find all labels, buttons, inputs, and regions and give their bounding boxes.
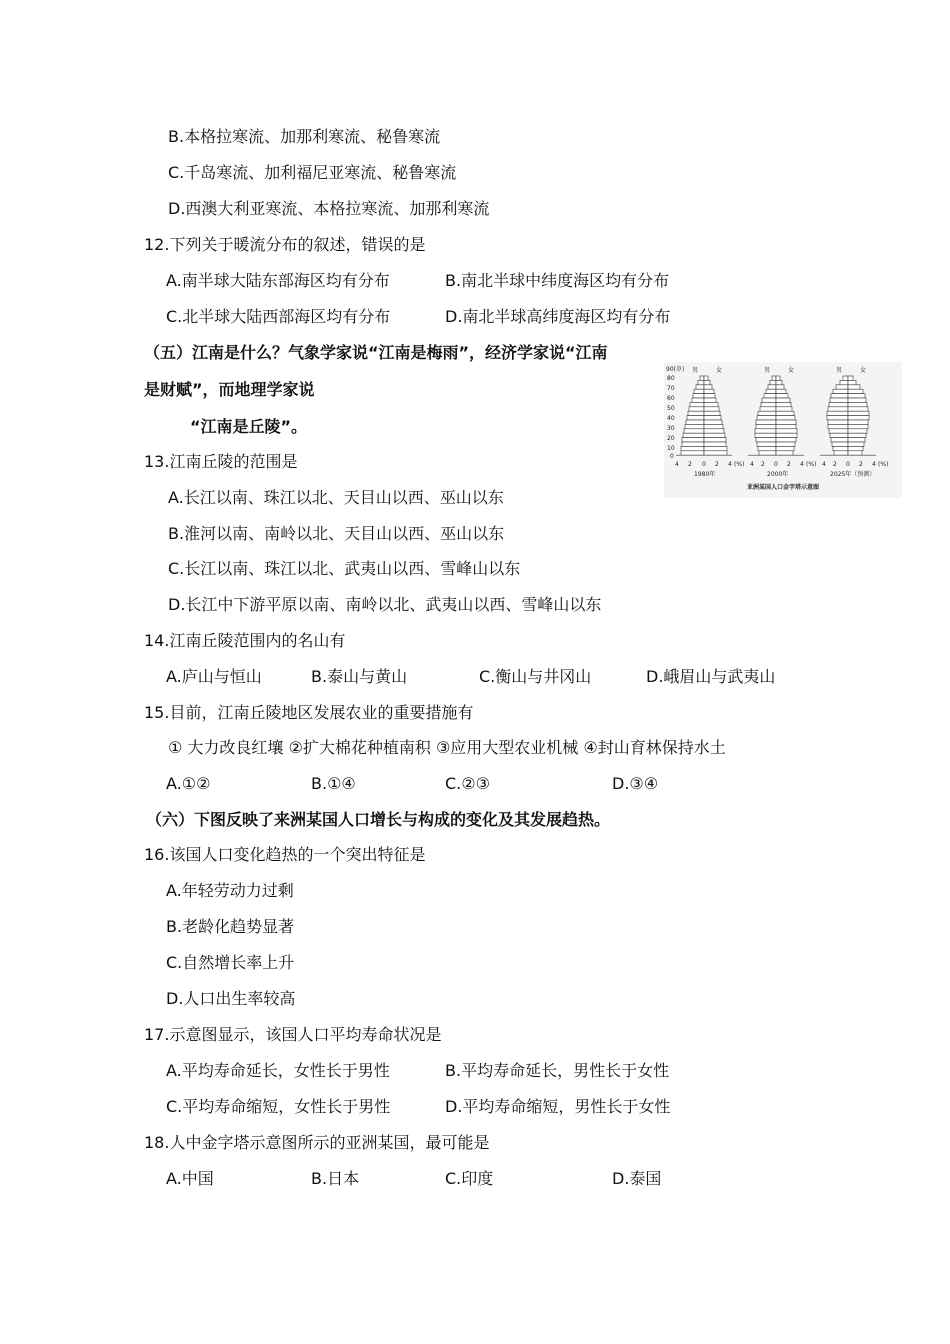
- pyramid-bar: [776, 433, 797, 437]
- pyramid-bar: [762, 398, 776, 402]
- pyramid-bar: [829, 402, 848, 406]
- q18-option-b: B.日本: [311, 1169, 360, 1188]
- section5-heading-line2: 是财赋”，而地理学家说: [144, 380, 315, 399]
- pyramid-bar: [685, 424, 704, 428]
- pyramid-bar: [766, 389, 776, 393]
- q11-option-d: D.西澳大利亚寒流、本格拉寒流、加那利寒流: [168, 199, 490, 218]
- pyramid-bar: [681, 451, 704, 455]
- pyramid-bar: [704, 433, 725, 437]
- q16-option-c: C.自然增长率上升: [166, 953, 295, 972]
- q12-stem: 12.下列关于暖流分布的叙述，错误的是: [144, 235, 426, 254]
- pyramid-bar: [757, 416, 776, 420]
- q18-option-a: A.中国: [166, 1169, 214, 1188]
- q13-option-d: D.长江中下游平原以南、南岭以北、武夷山以西、雪峰山以东: [168, 595, 602, 614]
- q12-option-b: B.南北半球中纬度海区均有分布: [445, 271, 670, 290]
- pyramid-bar: [829, 429, 848, 433]
- x3-tick-4: 4: [822, 461, 826, 468]
- pyramid-bar: [704, 451, 727, 455]
- pyramid1-female-label: 女: [716, 367, 723, 374]
- pyramid-bar: [760, 407, 776, 411]
- pyramid-bar: [704, 398, 716, 402]
- pyramid-bar: [693, 394, 704, 398]
- q13-option-a: A.长江以南、珠江以北、天目山以西、巫山以东: [168, 488, 504, 507]
- x-tick-2: 2: [688, 461, 692, 468]
- pyramid-bar: [848, 380, 856, 384]
- pyramid-bar: [834, 451, 848, 455]
- pyramid-bar: [776, 442, 795, 446]
- x2-tick-2b: 2: [787, 461, 791, 468]
- pyramid-bar: [694, 389, 704, 393]
- pyramid-bar: [848, 451, 862, 455]
- q17-option-c: C.平均寿命缩短，女性长于男性: [166, 1097, 391, 1116]
- pyramid-bar: [704, 380, 710, 384]
- q14-stem: 14.江南丘陵范围内的名山有: [144, 631, 346, 650]
- pyramid-bar: [704, 438, 726, 442]
- pyramid-bar: [682, 442, 704, 446]
- q15-option-d: D.③④: [612, 774, 659, 793]
- q17-stem: 17.示意图显示，该国人口平均寿命状况是: [144, 1025, 442, 1044]
- pyramid-bar: [683, 433, 704, 437]
- pyramid-bar: [704, 407, 719, 411]
- pyramid-bar: [840, 380, 848, 384]
- pyramid-bar: [768, 385, 776, 389]
- q13-option-b: B.淮河以南、南岭以北、天目山以西、巫山以东: [168, 524, 505, 543]
- pyramid-bar: [833, 389, 848, 393]
- pyramid-bar: [704, 394, 715, 398]
- section5-heading-line3: “江南是丘陵”。: [190, 417, 308, 436]
- pyramid-bar: [776, 385, 784, 389]
- q11-option-b: B.本格拉寒流、加那利寒流、秘鲁寒流: [168, 127, 441, 146]
- pyramid-bar: [848, 385, 860, 389]
- q15-stem: 15.目前，江南丘陵地区发展农业的重要措施有: [144, 703, 474, 722]
- pyramid-bar: [776, 380, 782, 384]
- x3-tick-2b: 2: [859, 461, 863, 468]
- age-tick-80: 80: [667, 375, 675, 382]
- pyramid-bar: [836, 385, 848, 389]
- q17-option-a: A.平均寿命延长，女性长于男性: [166, 1061, 390, 1080]
- pyramid-bar: [704, 420, 722, 424]
- q18-option-d: D.泰国: [612, 1169, 662, 1188]
- x2-tick-2: 2: [761, 461, 765, 468]
- pyramid-bar: [770, 380, 776, 384]
- q15-option-a: A.①②: [166, 774, 211, 793]
- pyramid-bar: [776, 420, 796, 424]
- q16-option-b: B.老龄化趋势显著: [166, 917, 295, 936]
- x2-tick-4b: 4: [800, 461, 804, 468]
- pyramid-bar: [830, 398, 848, 402]
- pyramid3-male-label: 男: [836, 367, 843, 374]
- year-label-2025: 2025年（预测）: [830, 471, 876, 478]
- pyramid-bar: [759, 451, 776, 455]
- pyramid-bar: [758, 411, 776, 415]
- x-tick-4: 4: [675, 461, 679, 468]
- pyramid-bar: [848, 376, 853, 380]
- pyramid-bar: [776, 402, 791, 406]
- q12-option-c: C.北半球大陆西部海区均有分布: [166, 307, 391, 326]
- pyramid-bar: [776, 429, 797, 433]
- age-tick-30: 30: [667, 425, 675, 432]
- q12-option-d: D.南北半球高纬度海区均有分布: [445, 307, 671, 326]
- pyramid-bar: [776, 424, 796, 428]
- x3-tick-0: 0: [846, 461, 850, 468]
- pyramid-bar: [776, 394, 788, 398]
- pyramid-bar: [681, 446, 704, 450]
- pyramid-bar: [848, 398, 866, 402]
- pyramid-bar: [828, 420, 848, 424]
- pyramid-bar: [758, 446, 776, 450]
- pyramid-bar: [828, 424, 848, 428]
- pyramid-bar: [776, 446, 794, 450]
- q14-option-c: C.衡山与井冈山: [479, 667, 592, 686]
- pyramid-bar: [704, 416, 721, 420]
- section5-heading-line1: （五）江南是什么？气象学家说“江南是梅雨”，经济学家说“江南: [144, 343, 608, 362]
- x-tick-0: 0: [702, 461, 706, 468]
- pyramid-bar: [776, 376, 780, 380]
- q16-option-d: D.人口出生率较高: [166, 989, 296, 1008]
- pyramid-bar: [827, 411, 848, 415]
- pyramid-bar: [830, 433, 848, 437]
- pyramid2-male-label: 男: [764, 367, 771, 374]
- age-tick-0: 0: [670, 453, 674, 460]
- pyramid-bar: [684, 429, 704, 433]
- pyramid-bar: [848, 429, 867, 433]
- year-label-2000: 2000年: [767, 471, 789, 478]
- pyramid-bar: [689, 407, 704, 411]
- pyramid-bar: [704, 429, 724, 433]
- pyramid-bar: [692, 398, 704, 402]
- q18-stem: 18.人中金字塔示意图所示的亚洲某国，最可能是: [144, 1133, 490, 1152]
- x2-tick-unit: (%): [806, 461, 817, 468]
- q15-option-c: C.②③: [445, 774, 490, 793]
- pyramid-bar: [776, 398, 790, 402]
- pyramid-bar: [687, 416, 704, 420]
- age-tick-10: 10: [667, 445, 675, 452]
- pyramid-bar: [848, 420, 868, 424]
- pyramid-bar: [848, 407, 868, 411]
- q14-option-b: B.泰山与黄山: [311, 667, 408, 686]
- pyramid-bar: [831, 438, 848, 442]
- x2-tick-0: 0: [774, 461, 778, 468]
- population-pyramid-figure: [664, 362, 902, 498]
- age-tick-20: 20: [667, 435, 675, 442]
- age-tick-40: 40: [667, 415, 675, 422]
- pyramid-bar: [776, 451, 793, 455]
- pyramid-bar: [704, 446, 727, 450]
- q14-option-a: A.庐山与恒山: [166, 667, 262, 686]
- q13-stem: 13.江南丘陵的范围是: [144, 452, 298, 471]
- pyramid-bar: [828, 407, 848, 411]
- q14-option-d: D.峨眉山与武夷山: [646, 667, 776, 686]
- pyramid-bar: [764, 394, 776, 398]
- pyramid-bar: [848, 389, 863, 393]
- pyramid-bar: [772, 376, 776, 380]
- pyramid-bar: [843, 376, 848, 380]
- pyramid-bar: [848, 438, 865, 442]
- pyramid2-female-label: 女: [788, 367, 795, 374]
- x3-tick-2: 2: [833, 461, 837, 468]
- section6-heading: （六）下图反映了来洲某国人口增长与构成的变化及其发展趋热。: [146, 810, 611, 829]
- pyramid-bar: [848, 433, 866, 437]
- q15-option-b: B.①④: [311, 774, 356, 793]
- pyramid-bar: [704, 442, 726, 446]
- pyramid-bar: [704, 376, 708, 380]
- pyramid-bar: [686, 420, 704, 424]
- figure-caption: 亚洲某国人口金字塔示意图: [746, 484, 820, 491]
- pyramid-bar: [704, 402, 718, 406]
- x2-tick-4: 4: [750, 461, 754, 468]
- q12-option-a: A.南半球大陆东部海区均有分布: [166, 271, 390, 290]
- pyramid-bar: [827, 416, 848, 420]
- pyramid-bar: [682, 438, 704, 442]
- pyramid-bar: [696, 385, 704, 389]
- x3-tick-4b: 4: [872, 461, 876, 468]
- q17-option-b: B.平均寿命延长，男性长于女性: [445, 1061, 670, 1080]
- age-tick-50: 50: [667, 405, 675, 412]
- pyramid-bar: [688, 411, 704, 415]
- pyramid-bar: [756, 438, 776, 442]
- pyramid-bar: [690, 402, 704, 406]
- pyramid-bar: [704, 424, 723, 428]
- pyramid-bar: [700, 376, 704, 380]
- pyramid-bar: [848, 394, 865, 398]
- year-label-1980: 1980年: [694, 471, 716, 478]
- q13-option-c: C.长江以南、珠江以北、武夷山以西、雪峰山以东: [168, 559, 521, 578]
- pyramid-bar: [757, 442, 776, 446]
- pyramid-bar: [848, 446, 863, 450]
- pyramid3-female-label: 女: [860, 367, 867, 374]
- age-tick-60: 60: [667, 395, 675, 402]
- x-tick-unit: (%): [734, 461, 745, 468]
- pyramid1-male-label: 男: [692, 367, 699, 374]
- pyramid-bar: [848, 411, 869, 415]
- pyramid-bar: [756, 420, 776, 424]
- q16-stem: 16.该国人口变化趋热的一个突出特征是: [144, 845, 426, 864]
- pyramid-bar: [776, 407, 792, 411]
- pyramid-bar: [776, 438, 796, 442]
- pyramid-bar: [848, 424, 868, 428]
- x-tick-2b: 2: [715, 461, 719, 468]
- pyramid-bar: [833, 446, 848, 450]
- pyramid-bar: [756, 424, 776, 428]
- pyramid-bar: [704, 385, 712, 389]
- pyramid-bar: [704, 411, 720, 415]
- q15-items: ① 大力改良红壤 ②扩大棉花种植南积 ③应用大型农业机械 ④封山育林保持水土: [168, 738, 726, 757]
- pyramid-bar: [704, 389, 714, 393]
- pyramid-bar: [832, 442, 848, 446]
- pyramid-bar: [776, 389, 786, 393]
- pyramid-bar: [831, 394, 848, 398]
- x-tick-4b: 4: [728, 461, 732, 468]
- age-unit-label: 90(岁): [666, 366, 685, 373]
- pyramid-bar: [848, 416, 869, 420]
- q16-option-a: A.年轻劳动力过剩: [166, 881, 294, 900]
- pyramid-bar: [776, 411, 794, 415]
- pyramid-bar: [698, 380, 704, 384]
- pyramid-bar: [755, 433, 776, 437]
- q18-option-c: C.印度: [445, 1169, 494, 1188]
- pyramid-bar: [848, 442, 864, 446]
- pyramid-bar: [761, 402, 776, 406]
- pyramid-bar: [776, 416, 795, 420]
- pyramid-bar: [848, 402, 867, 406]
- age-tick-70: 70: [667, 385, 675, 392]
- q17-option-d: D.平均寿命缩短，男性长于女性: [445, 1097, 671, 1116]
- x3-tick-unit: (%): [878, 461, 889, 468]
- q11-option-c: C.千岛寒流、加利福尼亚寒流、秘鲁寒流: [168, 163, 457, 182]
- pyramid-bar: [755, 429, 776, 433]
